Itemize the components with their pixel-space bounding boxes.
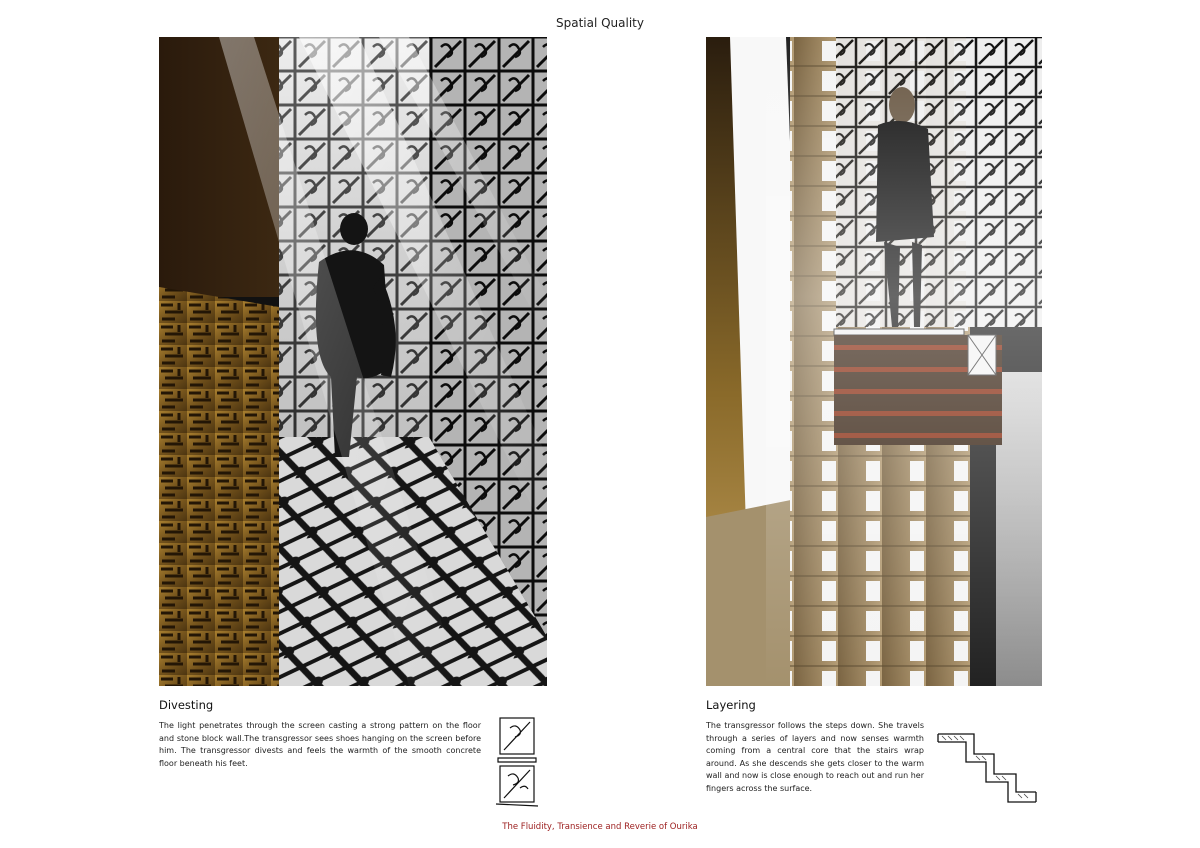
divesting-render-image — [159, 37, 547, 686]
footer-project-title: The Fluidity, Transience and Reverie of Ourika — [502, 822, 698, 832]
divesting-title: Divesting — [159, 698, 214, 712]
layering-stair-sketch-icon — [934, 726, 1040, 810]
divesting-sketch-icon — [494, 714, 540, 810]
layering-render-image — [706, 37, 1042, 686]
divesting-description: The light penetrates through the screen casting a strong pattern on the floor and stone block wall.The transgressor sees shoes hanging on the screen before him. The transgressor divests and feels the warmth of the smooth concrete floor beneath his feet. — [159, 721, 481, 768]
layering-title: Layering — [706, 698, 756, 712]
layering-description: The transgressor follows the steps down. She travels through a series of layers and now senses warmth coming from a central core that the stairs wrap around. As she descends she gets closer to the warm wall and now is close enough to reach out and run her fingers across the surface. — [706, 721, 924, 793]
page-title: Spatial Quality — [555, 16, 644, 30]
